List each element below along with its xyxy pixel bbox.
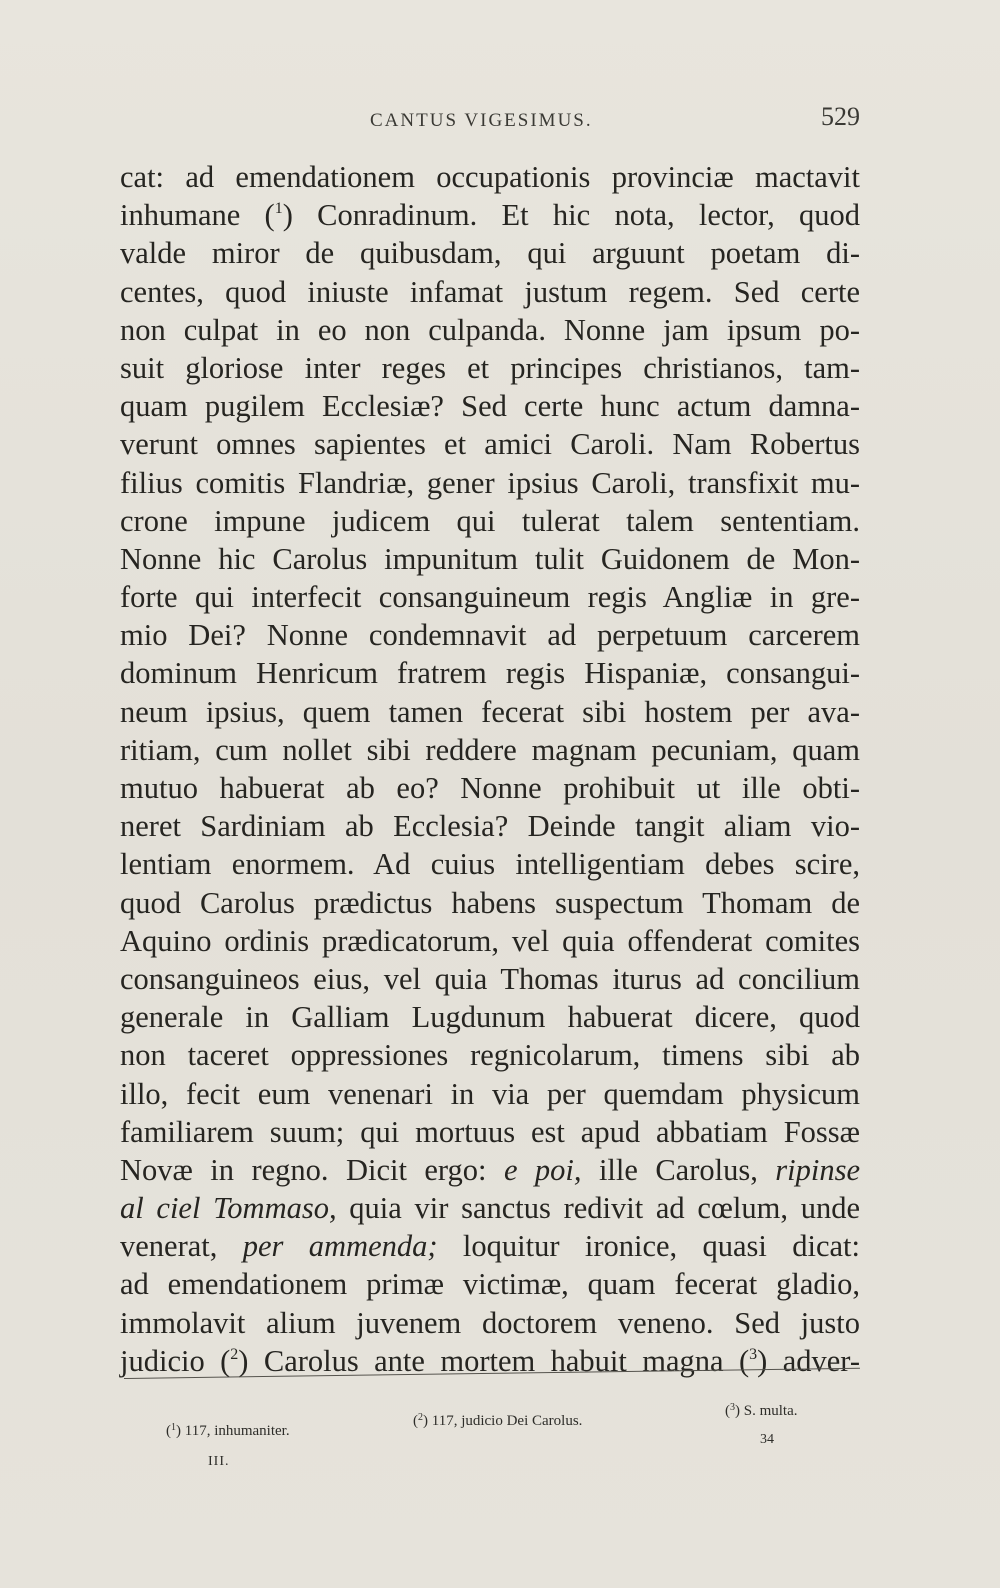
text-line [120,1036,860,1074]
text-run: loquitur ironice, quasi dicat: [437,1229,861,1264]
text-line [120,1227,860,1265]
text-line [120,922,860,960]
text-line [120,1265,860,1303]
text-line [120,464,860,502]
text-run: judicio ( [120,1343,231,1378]
text-line [120,502,860,540]
text-run: quia vir sanctus redivit ad cœlum, unde [336,1191,860,1226]
text-run: venerat, [120,1229,243,1264]
running-head [120,102,860,136]
text-line [120,1151,860,1189]
text-run: ) Conradinum. Et hic nota, lector, quod [282,198,860,233]
text-line [120,1304,860,1342]
text-line [120,540,860,578]
text-run: cat: ad emendationem occupationis provinciæ mactavit [120,160,860,194]
footnote-reference: 2 [230,1345,239,1363]
text-run: inhumane ( [120,198,275,233]
footnote-3 [725,1402,798,1420]
footnote-2-text: 117, judicio Dei Carolus. [428,1413,583,1429]
footnote-3-text: S. multa. [740,1403,798,1419]
footnote-2 [413,1412,582,1430]
text-run: Nonne hic Carolus impunitum tulit Guidonem de Mon- [120,541,860,576]
text-line [120,425,860,463]
text-run: verunt omnes sapientes et amici Caroli. Nam Robertus [120,427,860,462]
page-number: 529 [821,102,860,131]
text-run: filius comitis Flandriæ, gener ipsius Caroli, transfixit mu- [120,465,860,500]
text-run: forte qui interfecit consanguineum regis Angliæ in gre- [120,580,860,615]
running-title: CANTUS VIGESIMUS. [370,110,593,131]
text-line [120,234,860,272]
italic-quotation: ripinse [775,1152,861,1187]
footnote-2-open: ( [413,1413,418,1429]
text-line [120,1189,860,1227]
text-run: illo, fecit eum venenari in via per quemdam physicum [120,1076,860,1111]
text-line [120,693,860,731]
footnote-2-close: ) [423,1413,428,1429]
text-line [120,349,860,387]
text-run: ) adver- [757,1343,860,1378]
text-line [120,1075,860,1113]
text-run: consanguineos eius, vel quia Thomas iturus ad concilium [120,961,860,996]
text-run: quod Carolus prædictus habens suspectum Thomam de [120,885,860,920]
text-run: ritiam, cum nollet sibi reddere magnam pecuniam, quam [120,732,860,767]
text-line [120,998,860,1036]
footnote-1-mark: 1 [171,1422,176,1433]
signature-mark: III. [208,1454,230,1469]
italic-quotation: al ciel Tommaso, [120,1191,337,1226]
text-run: ad emendationem primæ victimæ, quam fecerat gladio, [120,1267,860,1302]
text-run: centes, quod iniuste infamat justum regem. Sed certe [120,274,860,309]
text-run: dominum Henricum fratrem regis Hispaniæ, consangui- [120,656,860,691]
text-run: Novæ in regno. Dicit ergo: [120,1152,504,1187]
text-run: familiarem suum; qui mortuus est apud abbatiam Fossæ [120,1114,860,1149]
footnote-3-mark: 3 [730,1402,735,1413]
text-run: Aquino ordinis prædicatorum, vel quia offenderat comites [120,923,860,958]
text-line [120,769,860,807]
footnote-3-open: ( [725,1403,730,1419]
italic-quotation: e poi, [503,1152,582,1187]
footnote-3-close: ) [735,1403,740,1419]
text-line [120,273,860,311]
text-line [120,158,860,196]
text-line [120,387,860,425]
text-line [120,578,860,616]
text-line [120,884,860,922]
footnote-1 [166,1422,290,1440]
footnote-reference: 3 [749,1345,758,1363]
text-run: quam pugilem Ecclesiæ? Sed certe hunc actum damna- [120,389,860,424]
text-run: suit gloriose inter reges et principes christianos, tam- [120,350,860,385]
text-line [120,616,860,654]
footnote-reference: 1 [274,200,283,218]
text-run: generale in Galliam Lugdunum habuerat dicere, quod [120,1000,860,1035]
text-run: ) Carolus ante mortem habuit magna ( [238,1343,750,1378]
text-line [120,1113,860,1151]
text-run: valde miror de quibusdam, qui arguunt poetam di- [120,236,860,271]
text-run: neret Sardiniam ab Ecclesia? Deinde tangit aliam vio- [120,809,860,844]
text-run: crone impune judicem qui tulerat talem sententiam. [120,503,860,538]
text-run: mutuo habuerat ab eo? Nonne prohibuit ut ille obti- [120,771,860,805]
italic-quotation: per ammenda; [242,1229,438,1264]
text-line [120,654,860,692]
text-line [120,807,860,845]
text-line [120,1342,860,1380]
footnote-2-mark: 2 [418,1412,423,1423]
sheet-number: 34 [760,1432,774,1447]
text-run: lentiam enormem. Ad cuius intelligentiam debes scire, [120,847,860,882]
footnote-1-open: ( [166,1423,171,1439]
text-run: immolavit alium juvenem doctorem veneno. Sed justo [120,1305,860,1340]
text-line [120,845,860,883]
text-line [120,196,860,234]
body-text [120,158,860,1380]
text-line [120,960,860,998]
text-run: neum ipsius, quem tamen fecerat sibi hostem per ava- [120,694,860,729]
text-run: non taceret oppressiones regnicolarum, timens sibi ab [120,1038,860,1073]
text-line [120,311,860,349]
text-run: mio Dei? Nonne condemnavit ad perpetuum carcerem [120,618,860,653]
footnote-1-text: 117, inhumaniter. [181,1423,290,1439]
text-run: ille Carolus, [581,1152,776,1187]
text-line [120,731,860,769]
footnote-1-close: ) [176,1423,181,1439]
text-run: non culpat in eo non culpanda. Nonne jam ipsum po- [120,312,860,347]
